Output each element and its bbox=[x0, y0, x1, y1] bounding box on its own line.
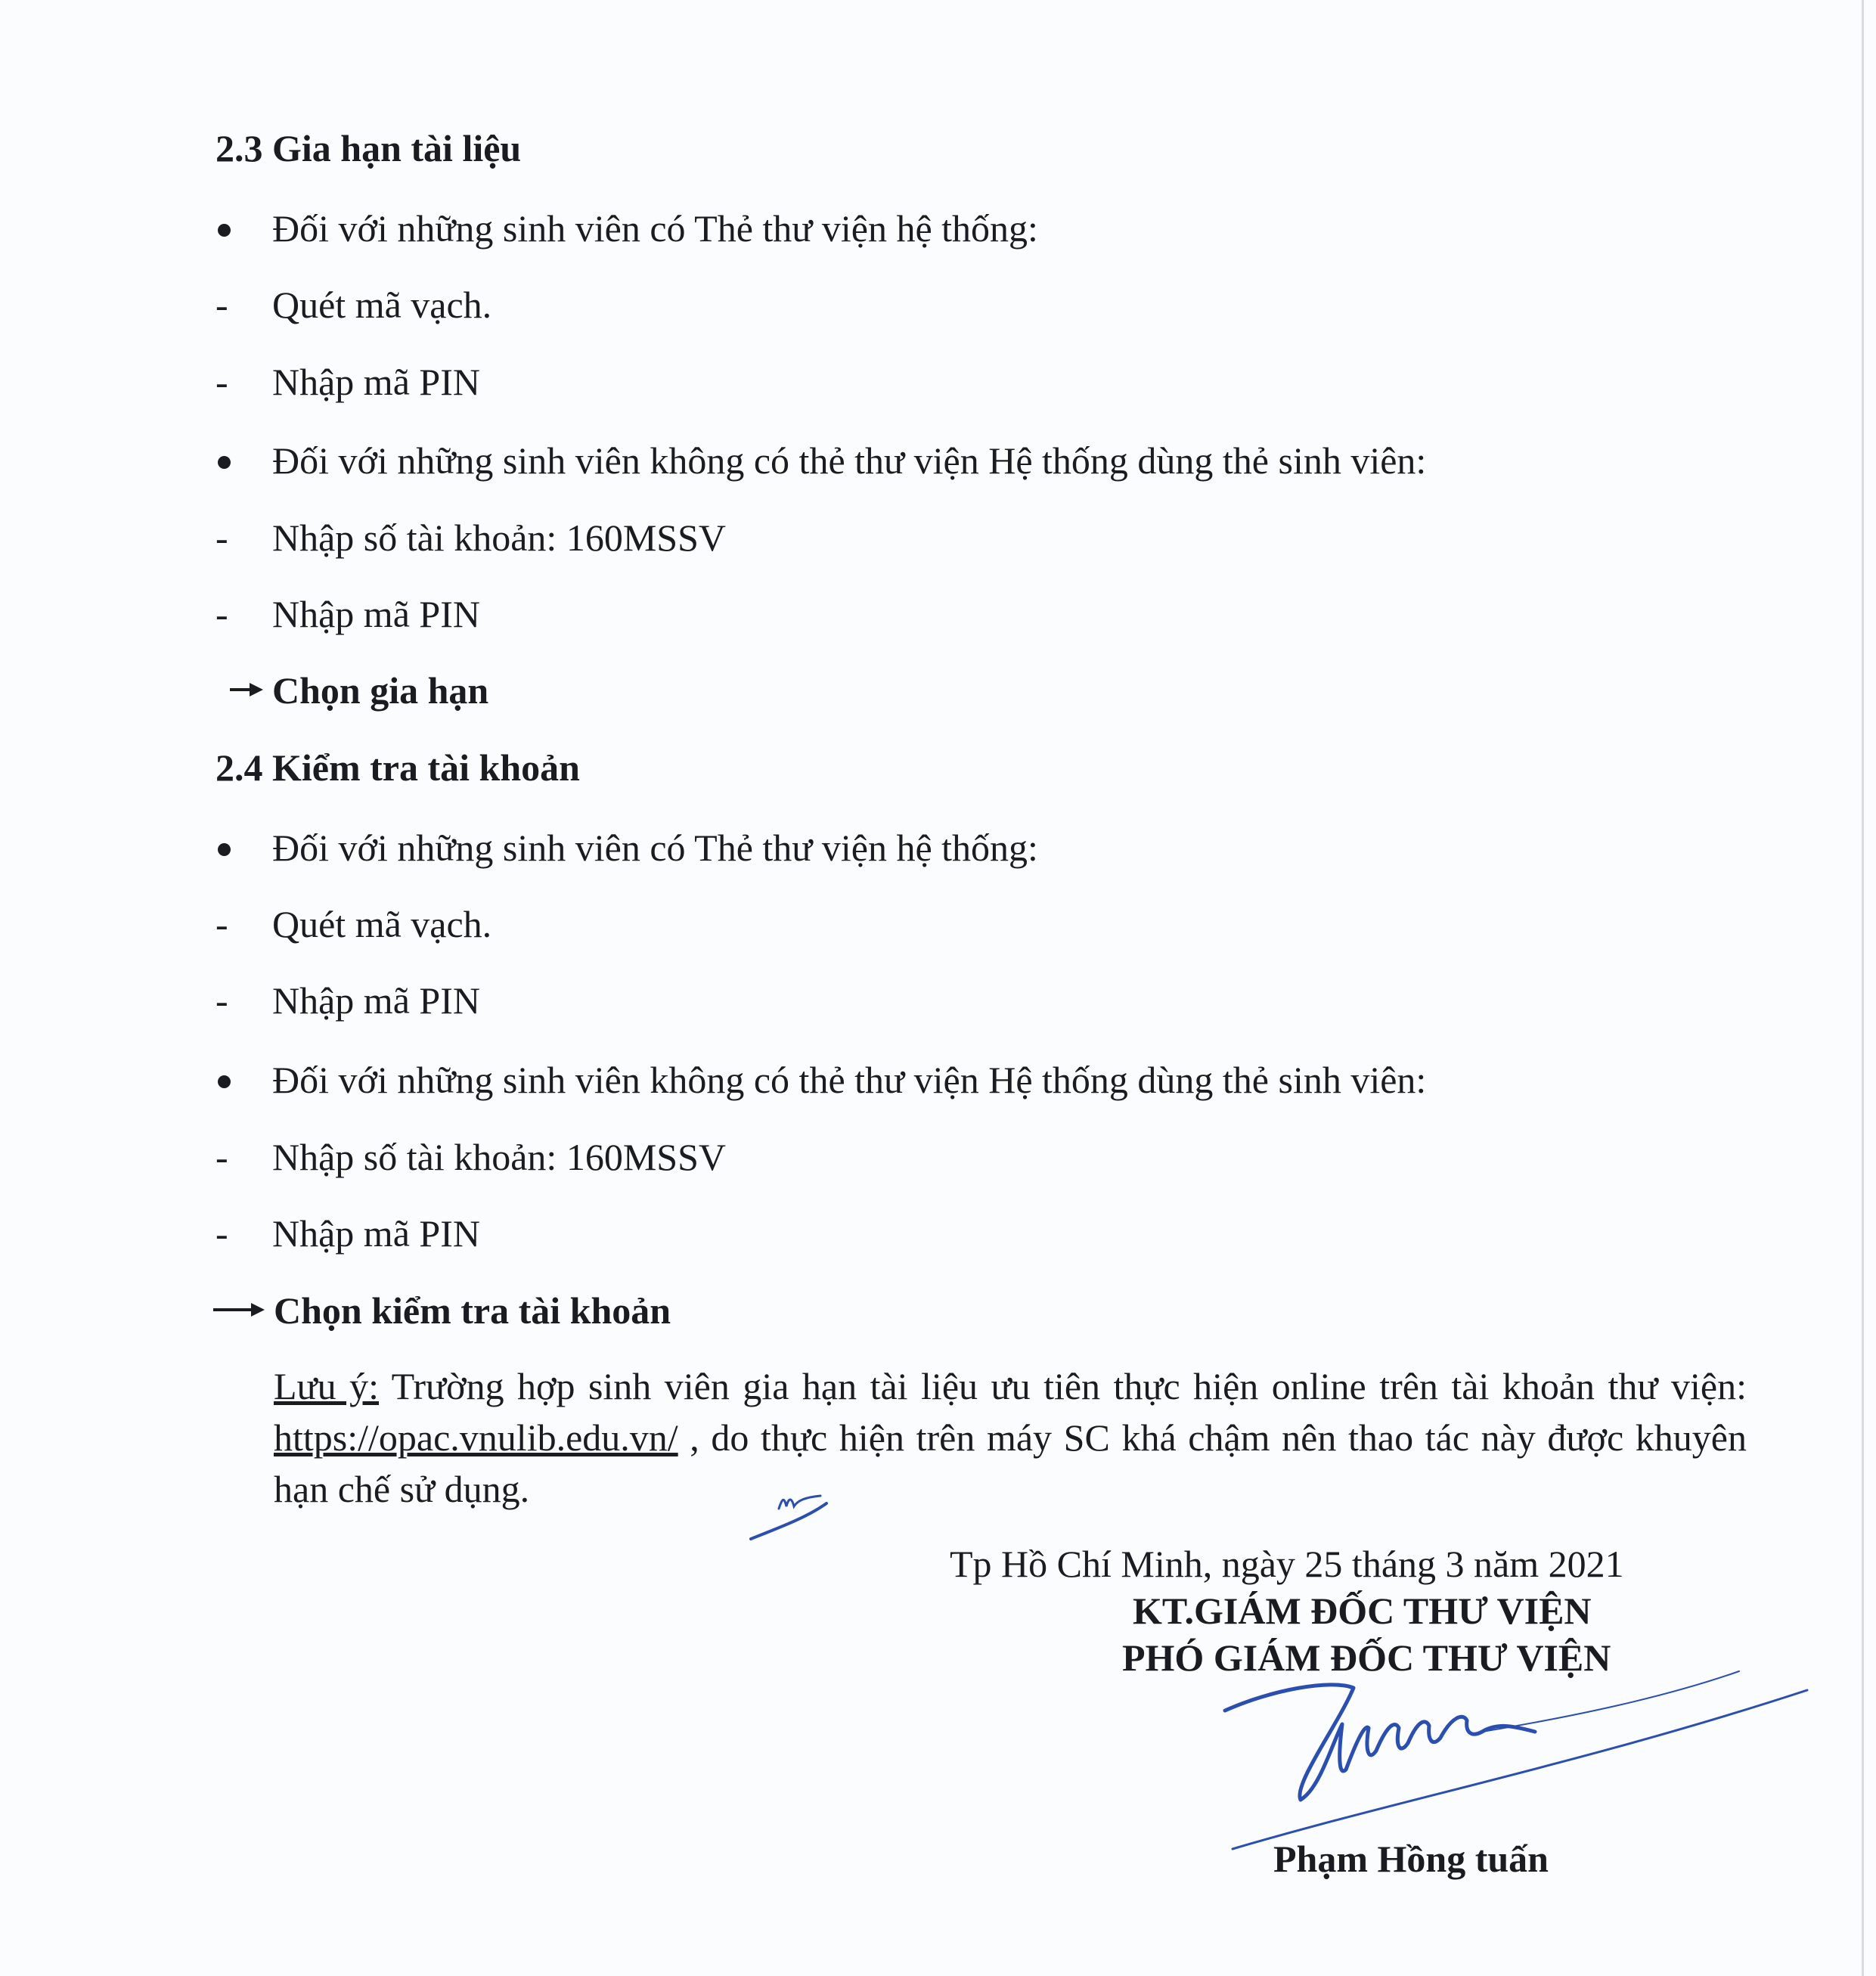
arrow-right-icon bbox=[228, 681, 265, 699]
section-2-4-bullet-1: Đối với những sinh viên có Thẻ thư viện hệ thống: bbox=[272, 827, 1038, 869]
bullet-icon bbox=[218, 843, 231, 856]
section-2-4-bullet-2: Đối với những sinh viên không có thẻ thư viện Hệ thống dùng thẻ sinh viên: bbox=[272, 1059, 1427, 1101]
note-text-1: Trường hợp sinh viên gia hạn tài liệu ưu tiên thực hiện online trên tài khoản thư viện: bbox=[379, 1365, 1747, 1407]
note-label: Lưu ý: bbox=[274, 1365, 380, 1407]
section-2-3-bullet-2: Đối với những sinh viên không có thẻ thư viện Hệ thống dùng thẻ sinh viên: bbox=[272, 439, 1427, 482]
note-text-2: , do thực hiện trên máy SC khá chậm nên thao tác này được khuyên hạn chế sử dụng. bbox=[274, 1416, 1747, 1510]
dash-icon: - bbox=[216, 361, 228, 403]
note-paragraph bbox=[274, 1360, 1747, 1515]
dash-icon: - bbox=[216, 284, 228, 326]
dash-icon: - bbox=[216, 1212, 228, 1255]
section-2-4-item-1: Quét mã vạch. bbox=[272, 903, 492, 945]
initials-mark bbox=[745, 1475, 836, 1543]
section-2-4-item-3: Nhập số tài khoản: 160MSSV bbox=[272, 1136, 726, 1178]
section-2-3-bullet-1: Đối với những sinh viên có Thẻ thư viện hệ thống: bbox=[272, 207, 1038, 250]
signer-name: Phạm Hồng tuấn bbox=[1273, 1838, 1549, 1880]
dash-icon: - bbox=[216, 903, 228, 945]
section-2-3-item-1: Quét mã vạch. bbox=[272, 284, 492, 326]
dash-icon: - bbox=[216, 1136, 228, 1178]
dash-icon: - bbox=[216, 593, 228, 635]
place-date: Tp Hồ Chí Minh, ngày 25 tháng 3 năm 2021 bbox=[950, 1543, 1624, 1585]
signer-title-2: PHÓ GIÁM ĐỐC THƯ VIỆN bbox=[1122, 1636, 1611, 1679]
page-edge bbox=[1862, 0, 1864, 1976]
bullet-icon bbox=[218, 224, 231, 237]
section-2-3-action: Chọn gia hạn bbox=[272, 669, 489, 712]
dash-icon: - bbox=[216, 516, 228, 559]
section-2-4-heading: 2.4 Kiểm tra tài khoản bbox=[216, 746, 580, 789]
bullet-icon bbox=[218, 456, 231, 469]
signer-title-1: KT.GIÁM ĐỐC THƯ VIỆN bbox=[1133, 1590, 1592, 1632]
section-2-4-action: Chọn kiểm tra tài khoản bbox=[274, 1289, 671, 1332]
section-2-3-item-2: Nhập mã PIN bbox=[272, 361, 480, 403]
section-2-4-item-4: Nhập mã PIN bbox=[272, 1212, 480, 1255]
section-2-3-item-3: Nhập số tài khoản: 160MSSV bbox=[272, 516, 726, 559]
bullet-icon bbox=[218, 1075, 231, 1088]
section-2-3-item-4: Nhập mã PIN bbox=[272, 593, 480, 635]
section-2-3-heading: 2.3 Gia hạn tài liệu bbox=[216, 127, 522, 169]
arrow-right-icon bbox=[212, 1301, 266, 1319]
opac-link[interactable]: https://opac.vnulib.edu.vn/ bbox=[274, 1416, 678, 1459]
section-2-4-item-2: Nhập mã PIN bbox=[272, 979, 480, 1022]
dash-icon: - bbox=[216, 979, 228, 1022]
